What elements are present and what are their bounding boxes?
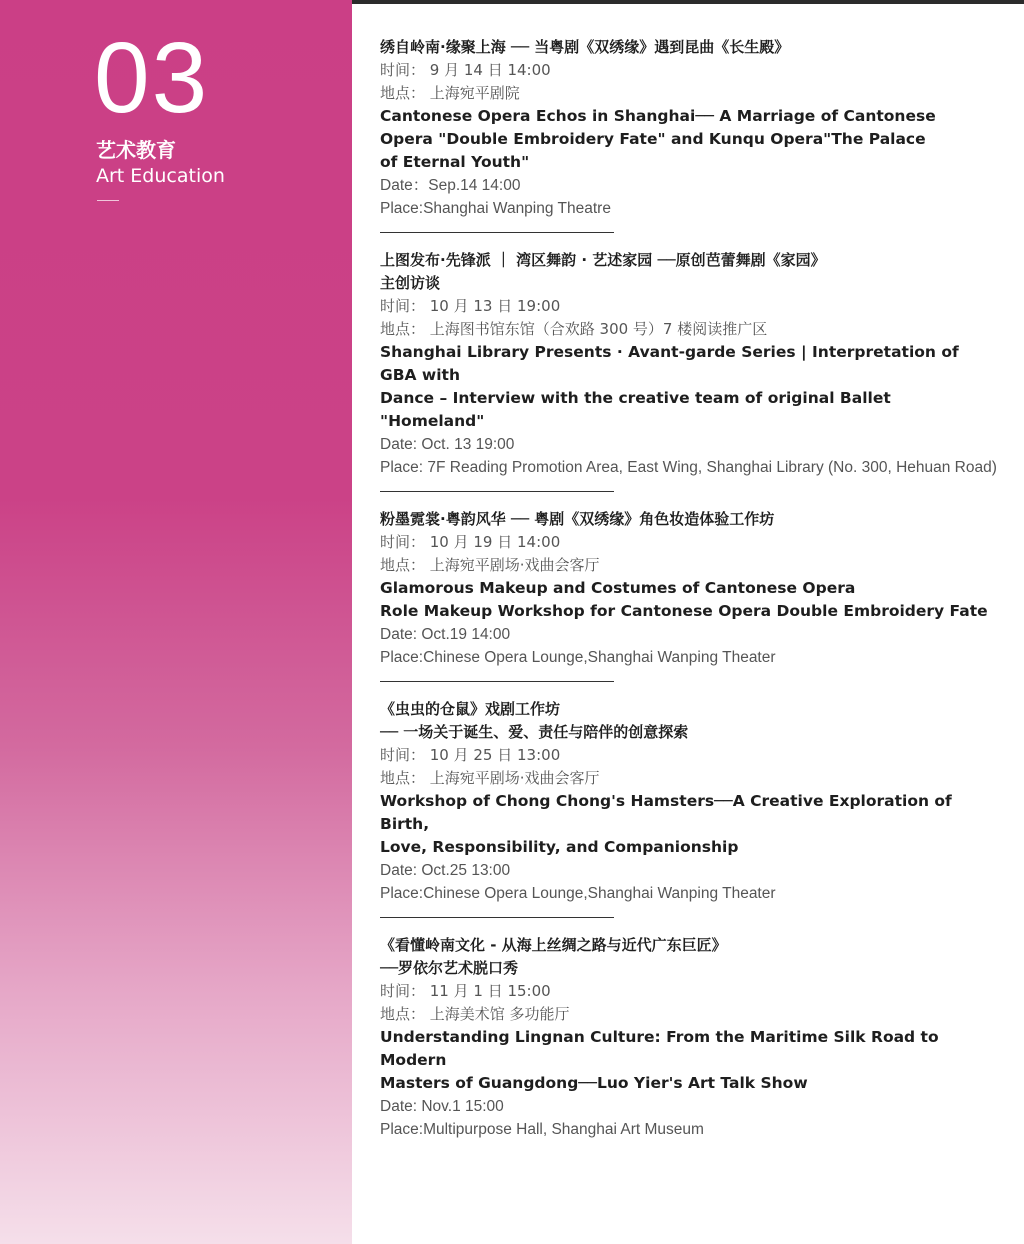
event-date-en: Date: Nov.1 15:00 (380, 1098, 504, 1115)
section-sidebar (0, 0, 352, 1244)
event-separator (380, 681, 614, 682)
event-place-zh: 地点： 上海图书馆东馆（合欢路 300 号）7 楼阅读推广区 (380, 320, 768, 338)
event-item (380, 36, 1000, 220)
event-time-zh: 时间： 10 月 19 日 14:00 (380, 533, 561, 551)
event-time-zh: 时间： 10 月 25 日 13:00 (380, 746, 561, 764)
event-title-en: Glamorous Makeup and Costumes of Cantonese Opera (380, 579, 856, 597)
event-place-en: Place: 7F Reading Promotion Area, East Wing, Shanghai Library (No. 300, Hehuan Road) (380, 459, 997, 476)
event-date-en: Date: Oct.19 14:00 (380, 626, 511, 643)
event-title-en: Role Makeup Workshop for Cantonese Opera Double Embroidery Fate (380, 602, 988, 620)
event-separator (380, 917, 614, 918)
event-title-zh: 粉墨霓裳·粤韵风华 ── 粤剧《双绣缘》角色妆造体验工作坊 (380, 510, 775, 528)
section-title-en: Art Education (96, 165, 225, 187)
event-title-en: Opera "Double Embroidery Fate" and Kunqu Opera"The Palace (380, 130, 926, 148)
event-title-zh: 主创访谈 (380, 274, 441, 292)
event-date-en: Date: Oct. 13 19:00 (380, 436, 515, 453)
event-place-zh: 地点： 上海宛平剧场·戏曲会客厅 (380, 769, 600, 787)
event-place-en: Place:Shanghai Wanping Theatre (380, 200, 611, 217)
event-title-en: Workshop of Chong Chong's Hamsters──A Creative Exploration of Birth, (380, 792, 952, 833)
event-title-zh: 绣自岭南·缘聚上海 ── 当粤剧《双绣缘》遇到昆曲《长生殿》 (380, 38, 790, 56)
event-title-zh: ── 一场关于诞生、爱、责任与陪伴的创意探索 (380, 723, 689, 741)
event-item (380, 508, 1000, 669)
event-title-en: Cantonese Opera Echos in Shanghai── A Marriage of Cantonese (380, 107, 936, 125)
event-title-zh: 《看懂岭南文化 - 从海上丝绸之路与近代广东巨匠》 (380, 936, 727, 954)
event-title-en: Love, Responsibility, and Companionship (380, 838, 739, 856)
event-item (380, 698, 1000, 905)
event-place-en: Place:Chinese Opera Lounge,Shanghai Wanping Theater (380, 649, 776, 666)
event-place-en: Place:Multipurpose Hall, Shanghai Art Museum (380, 1121, 704, 1138)
top-rule (352, 0, 1024, 4)
event-place-zh: 地点： 上海美术馆 多功能厅 (380, 1005, 570, 1023)
event-title-zh: ──罗依尔艺术脱口秀 (380, 959, 519, 977)
event-title-en: Shanghai Library Presents · Avant-garde Series | Interpretation of GBA with (380, 343, 959, 384)
event-time-zh: 时间： 11 月 1 日 15:00 (380, 982, 551, 1000)
event-title-zh: 上图发布·先锋派 ｜ 湾区舞韵 · 艺述家园 ──原创芭蕾舞剧《家园》 (380, 251, 826, 269)
section-divider (97, 200, 119, 201)
section-number: 03 (94, 22, 210, 134)
event-date-en: Date：Sep.14 14:00 (380, 177, 521, 194)
section-title-zh: 艺术教育 (96, 138, 176, 162)
event-item (380, 249, 1000, 479)
event-separator (380, 491, 614, 492)
event-place-zh: 地点： 上海宛平剧场·戏曲会客厅 (380, 556, 600, 574)
event-time-zh: 时间： 9 月 14 日 14:00 (380, 61, 551, 79)
event-item (380, 934, 1000, 1141)
event-list (380, 36, 1000, 1141)
event-place-zh: 地点： 上海宛平剧院 (380, 84, 520, 102)
event-date-en: Date: Oct.25 13:00 (380, 862, 511, 879)
event-title-en: Masters of Guangdong──Luo Yier's Art Talk Show (380, 1074, 808, 1092)
event-time-zh: 时间： 10 月 13 日 19:00 (380, 297, 561, 315)
event-separator (380, 232, 614, 233)
event-title-en: Dance – Interview with the creative team of original Ballet "Homeland" (380, 389, 891, 430)
event-place-en: Place:Chinese Opera Lounge,Shanghai Wanping Theater (380, 885, 776, 902)
event-title-zh: 《虫虫的仓鼠》戏剧工作坊 (380, 700, 561, 718)
event-title-en: Understanding Lingnan Culture: From the Maritime Silk Road to Modern (380, 1028, 939, 1069)
event-title-en: of Eternal Youth" (380, 153, 530, 171)
